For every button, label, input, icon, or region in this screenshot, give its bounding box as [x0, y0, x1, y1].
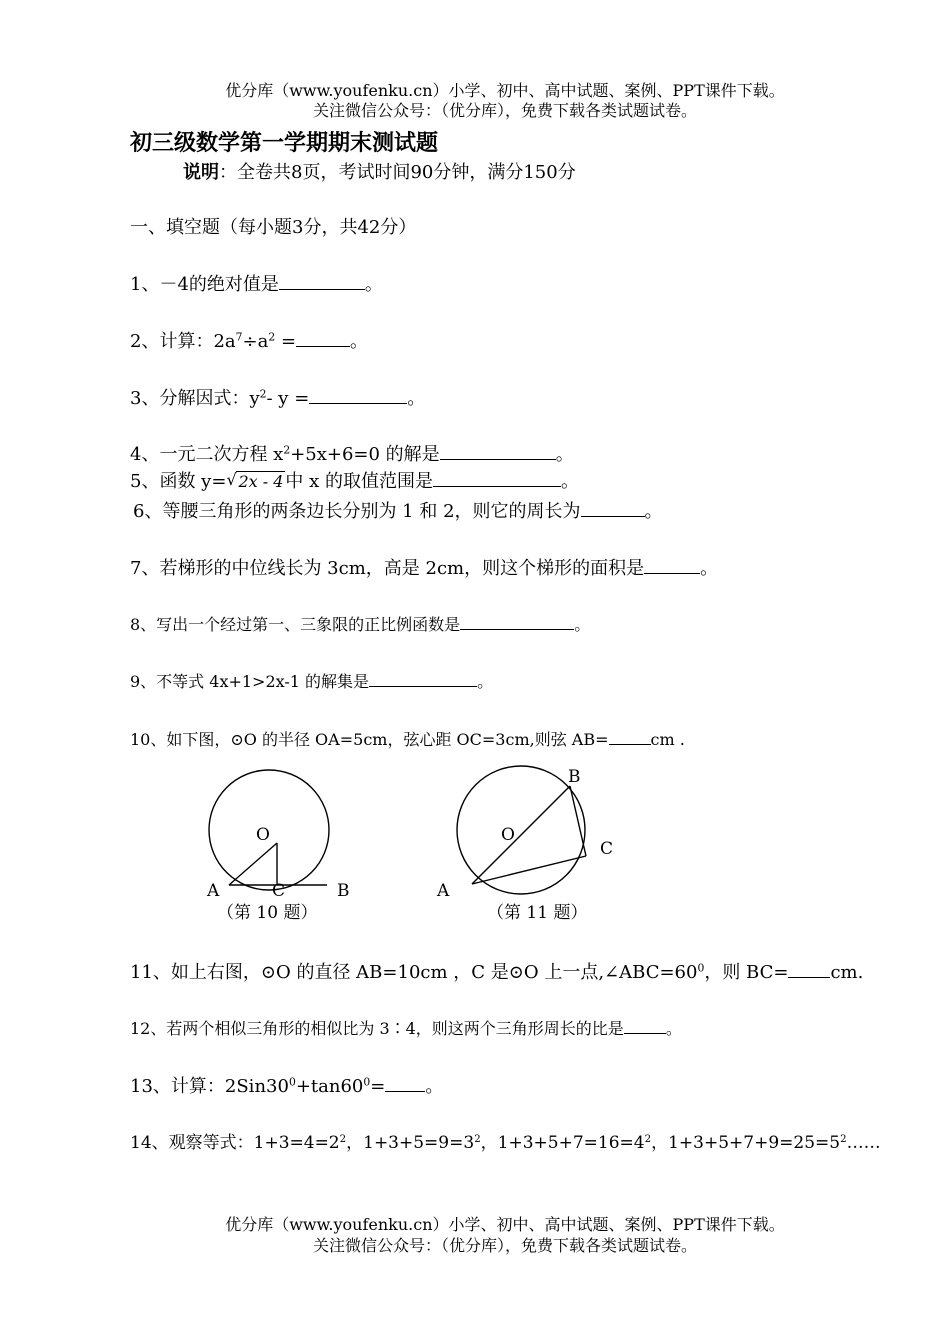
q5-text: 5、函数 y= — [130, 471, 227, 492]
q2-exp-1: 7 — [235, 330, 243, 344]
q1-end: 。 — [364, 274, 383, 295]
q14-part-3: ，1+3+5+7=16=4 — [480, 1133, 645, 1153]
q8-text: 8、写出一个经过第一、三象限的正比例函数是 — [130, 615, 461, 634]
section-heading: 一、填空题（每小题3分，共42分） — [130, 217, 417, 238]
q14-part-4: ，1+3+5+7+9=25=5 — [651, 1133, 841, 1153]
radicand: 2x - 4 — [238, 472, 284, 491]
q10-end: cm . — [650, 730, 685, 749]
fig11-label-b: B — [568, 767, 581, 787]
q2-end: 。 — [350, 331, 369, 352]
header-line-2: 关注微信公众号：（优分库），免费下载各类试题试卷。 — [312, 101, 697, 120]
q14-exp-4: 2 — [840, 1133, 847, 1145]
q10-text: 10、如下图，⊙O 的半径 OA=5cm，弦心距 OC=3cm,则弦 AB= — [130, 730, 609, 749]
note-text: ：全卷共8页，考试时间90分钟，满分150分 — [219, 162, 576, 183]
q14-part-5: …… — [846, 1133, 881, 1153]
q12-text: 12、若两个相似三角形的相似比为 3∶4，则这两个三角形周长的比是 — [130, 1019, 624, 1038]
q14-part-1: 14、观察等式：1+3=4=2 — [130, 1133, 340, 1153]
fig10-label-a: A — [207, 881, 220, 901]
q7-end: 。 — [700, 558, 719, 579]
q3-text: 3、分解因式：y — [130, 388, 260, 409]
q5-end: 。 — [561, 471, 580, 492]
footer-line-1: 优分库（www.youfenku.cn）小学、初中、高中试题、案例、PPT课件下载。 — [225, 1215, 785, 1234]
q4-text: 4、一元二次方程 x — [130, 444, 284, 465]
q3-exp-1: 2 — [259, 387, 267, 401]
q4-end: 。 — [555, 444, 574, 465]
fig11-segment-ac — [472, 856, 586, 884]
question-11 — [130, 958, 863, 984]
fig10-label-o: O — [256, 825, 270, 845]
footer-line-2: 关注微信公众号：（优分库），免费下载各类试题试卷。 — [312, 1236, 697, 1255]
fig10-label-b: B — [337, 881, 350, 901]
q13-eq: = — [370, 1076, 386, 1097]
q7-text: 7、若梯形的中位线长为 3cm，高是 2cm，则这个梯形的面积是 — [130, 558, 645, 579]
fig10-radius-oa — [229, 843, 277, 885]
page-title: 初三级数学第一学期期末测试题 — [130, 130, 439, 156]
q13-text: 13、计算：2Sin30 — [130, 1076, 289, 1097]
figure-11-drawing — [436, 766, 613, 923]
q8-end: 。 — [574, 615, 591, 634]
answer-blank — [385, 1073, 425, 1092]
q12-end: 。 — [665, 1019, 682, 1038]
q14-exp-2: 2 — [474, 1133, 481, 1145]
q11-exp-1: 0 — [697, 961, 705, 975]
header-line-1: 优分库（www.youfenku.cn）小学、初中、高中试题、案例、PPT课件下载。 — [225, 81, 785, 100]
question-12 — [130, 1016, 682, 1039]
fig11-label-c: C — [600, 839, 614, 859]
q9-end: 。 — [477, 672, 494, 691]
q3-end: 。 — [407, 388, 426, 409]
q2-exp-2: 2 — [268, 330, 276, 344]
fig11-label-a: A — [437, 881, 450, 901]
q6-end: 。 — [644, 501, 663, 522]
figure-10-drawing — [206, 770, 350, 923]
q14-exp-3: 2 — [644, 1133, 652, 1145]
q13-end: 。 — [425, 1076, 444, 1097]
q1-text: 1、－4的绝对值是 — [130, 274, 279, 295]
fig11-caption: （第 11 题） — [487, 903, 588, 923]
radical-sign-icon: √ — [226, 470, 237, 489]
q13-mid: +tan60 — [295, 1076, 364, 1097]
q4-mid: +5x+6=0 的解是 — [290, 444, 440, 465]
fig10-caption: （第 10 题） — [217, 903, 318, 923]
fig11-circle-shape — [457, 766, 585, 894]
fig11-label-o: O — [501, 825, 515, 845]
q4-exp-1: 2 — [283, 443, 291, 457]
fig11-diameter-ab — [472, 786, 570, 884]
q11-end: cm. — [830, 962, 864, 983]
q13-exp-1: 0 — [288, 1075, 296, 1089]
q6-text: 6、等腰三角形的两条边长分别为 1 和 2，则它的周长为 — [133, 501, 581, 522]
fig11-segment-bc — [570, 786, 586, 856]
q9-text: 9、不等式 4x+1>2x-1 的解集是 — [130, 672, 370, 691]
q2-eq: = — [275, 331, 297, 352]
q11-mid: ，则 BC= — [704, 962, 789, 983]
answer-blank — [624, 1017, 666, 1034]
q3-mid: - y = — [266, 388, 310, 409]
q5-mid: 中 x 的取值范围是 — [285, 471, 434, 492]
question-13 — [130, 1072, 443, 1098]
q13-exp-2: 0 — [363, 1075, 371, 1089]
q14-exp-1: 2 — [339, 1133, 347, 1145]
fig10-label-c: C — [272, 881, 286, 901]
answer-blank — [788, 959, 830, 978]
q14-part-2: ，1+3+5=9=3 — [346, 1133, 475, 1153]
q11-text: 11、如上右图，⊙O 的直径 AB=10cm ，C 是⊙O 上一点,∠ABC=60 — [130, 962, 698, 983]
note-label: 说明 — [183, 162, 219, 183]
q2-text: 2、计算：2a — [130, 331, 236, 352]
q2-mid: ÷a — [242, 331, 269, 352]
question-14 — [130, 1128, 881, 1153]
